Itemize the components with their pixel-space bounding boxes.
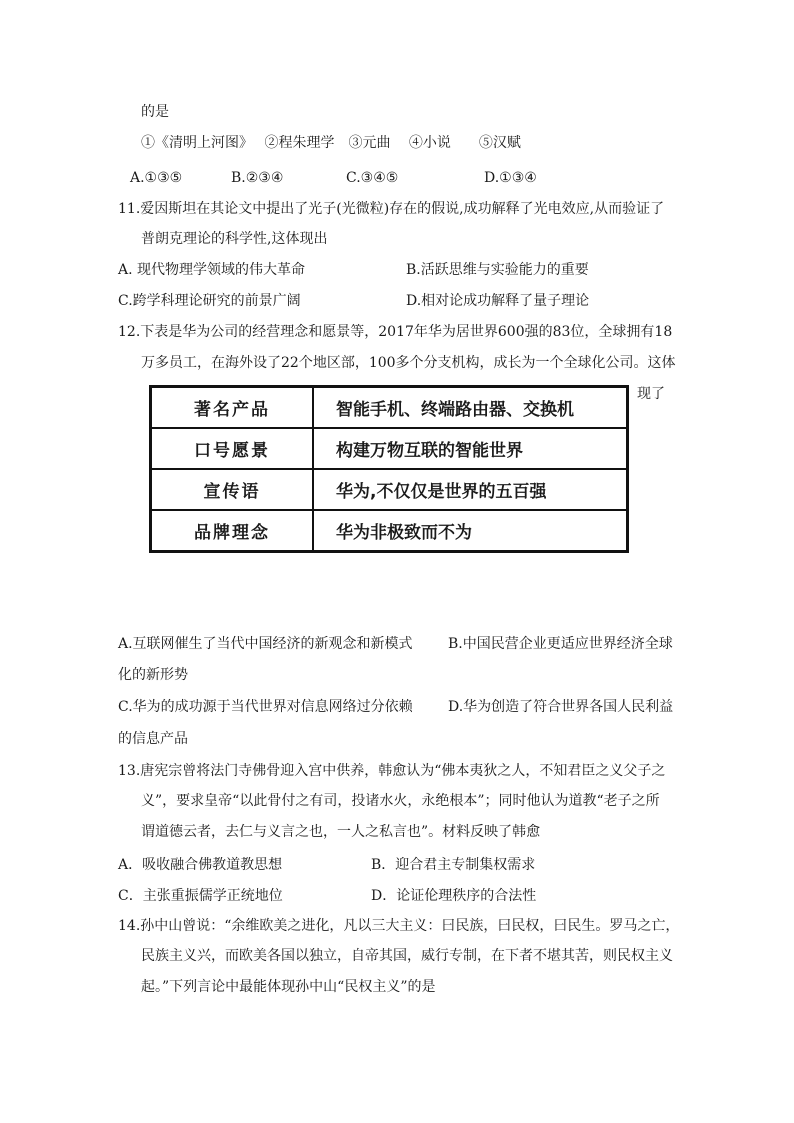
q12-option-b: B.中国民营企业更适应世界经济全球: [448, 636, 673, 652]
table-row: [151, 387, 628, 429]
q14-stem-line1: 14.孙中山曾说：“余维欧美之进化，凡以三大主义：曰民族，曰民权，曰民生。罗马之亡，: [118, 918, 680, 934]
q11-option-c: C.跨学科理论研究的前景广阔: [118, 293, 301, 309]
q13-option-b: B．迎合君主专制集权需求: [371, 857, 536, 873]
q11-stem-line1: 11.爱因斯坦在其论文中提出了光子(光微粒)存在的假说,成功解释了光电效应,从而验证了: [118, 201, 665, 217]
q12-stem-line1: 12.下表是华为公司的经营理念和愿景等，2017年华为居世界600强的83位，全球拥有18: [118, 324, 673, 340]
q11-option-b: B.活跃思维与实验能力的重要: [406, 262, 589, 278]
table-key: 品牌理念: [151, 510, 314, 552]
q11-option-a: A. 现代物理学领域的伟大革命: [118, 262, 306, 278]
q13-stem-line2: 义”，要求皇帝“以此骨付之有司，投诸水火，永绝根本”；同时他认为道教“老子之所: [141, 793, 660, 809]
table-row: [151, 510, 628, 552]
q12-option-b-cont: 化的新形势: [118, 667, 188, 683]
q10-items: ①《清明上河图》 ②程朱理学 ③元曲 ④小说 ⑤汉赋: [141, 135, 521, 151]
q10-option-a: A.①③⑤: [130, 170, 183, 186]
q12-option-d: D.华为创造了符合世界各国人民利益: [448, 699, 674, 715]
table-value: 构建万物互联的智能世界: [313, 428, 628, 469]
q13-option-d: D．论证伦理秩序的合法性: [371, 888, 537, 904]
q12-stem-tail: 现了: [637, 386, 665, 402]
q14-stem-line2: 民族主义兴，而欧美各国以独立，自帝其国，威行专制，在下者不堪其苦，则民权主义: [141, 948, 673, 964]
table-key: 宣传语: [151, 469, 314, 510]
q10-option-d: D.①③④: [484, 170, 537, 186]
q13-stem-line1: 13.唐宪宗曾将法门寺佛骨迎入宫中供养，韩愈认为“佛本夷狄之人，不知君臣之义父子之: [118, 763, 666, 779]
q12-stem-line2: 万多员工，在海外设了22个地区部，100多个分支机构，成长为一个全球化公司。这体: [141, 355, 676, 371]
table-value: 华为非极致而不为: [313, 510, 628, 552]
q13-stem-line3: 谓道德云者，去仁与义言之也，一人之私言也”。材料反映了韩愈: [141, 824, 541, 840]
q11-stem-line2: 普朗克理论的科学性,这体现出: [141, 231, 328, 247]
q12-option-d-cont: 的信息产品: [118, 731, 188, 747]
huawei-info-table: [149, 385, 629, 553]
q12-option-c: C.华为的成功源于当代世界对信息网络过分依赖: [118, 699, 413, 715]
table-key: 著名产品: [151, 387, 314, 429]
q11-option-d: D.相对论成功解释了量子理论: [406, 293, 590, 309]
table-key: 口号愿景: [151, 428, 314, 469]
table-row: [151, 428, 628, 469]
q10-option-c: C.③④⑤: [346, 170, 399, 186]
q13-option-a: A．吸收融合佛教道教思想: [118, 857, 283, 873]
table-row: [151, 469, 628, 510]
q14-stem-line3: 起。”下列言论中最能体现孙中山“民权主义”的是: [141, 979, 436, 995]
q12-option-a: A.互联网催生了当代中国经济的新观念和新模式: [118, 636, 413, 652]
q13-option-c: C．主张重振儒学正统地位: [118, 888, 283, 904]
q10-option-b: B.②③④: [231, 170, 284, 186]
table-value: 智能手机、终端路由器、交换机: [313, 387, 628, 429]
q10-continuation: 的是: [141, 104, 169, 120]
table-value: 华为,不仅仅是世界的五百强: [313, 469, 628, 510]
